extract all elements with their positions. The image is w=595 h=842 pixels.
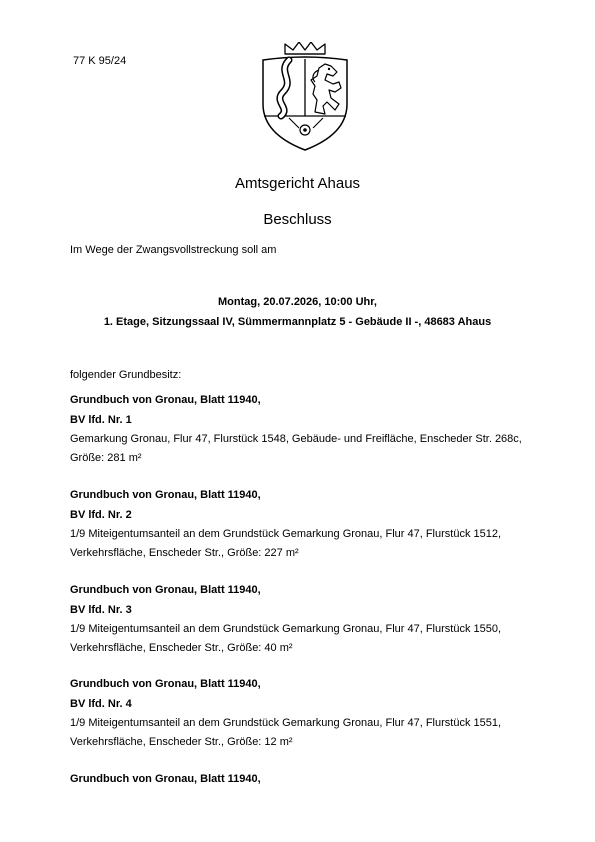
parcel-grundbuch: Grundbuch von Gronau, Blatt 11940, [70,773,261,785]
parcel-description: Gemarkung Gronau, Flur 47, Flurstück 1548, Gebäude- und Freifläche, Enscheder Str. 268c, Größe: 281 m² [70,433,522,464]
court-name: Amtsgericht Ahaus [234,175,361,192]
appointment-date: Montag, 20.07.2026, 10:00 Uhr, [218,296,377,308]
parcel-1 [70,390,530,468]
intro-text: Im Wege der Zwangsvollstreckung soll am [70,244,277,256]
document-title: Beschluss [263,211,332,228]
parcel-bv-number: BV lfd. Nr. 4 [70,698,132,710]
case-number: 77 K 95/24 [73,55,127,67]
parcel-grundbuch: Grundbuch von Gronau, Blatt 11940, [70,394,261,406]
parcel-grundbuch: Grundbuch von Gronau, Blatt 11940, [70,489,261,501]
property-intro: folgender Grundbesitz: [70,369,182,381]
parcel-3 [70,580,530,658]
parcel-4 [70,674,530,752]
coat-of-arms-emblem [255,42,355,152]
parcel-description: 1/9 Miteigentumsanteil an dem Grundstück Gemarkung Gronau, Flur 47, Flurstück 1551, Verkehrsfläche, Enscheder Str., Größe: 12 m² [70,717,502,748]
parcel-grundbuch: Grundbuch von Gronau, Blatt 11940, [70,678,261,690]
appointment-location: 1. Etage, Sitzungssaal IV, Sümmermannplatz 5 - Gebäude II -, 48683 Ahaus [103,316,492,328]
parcel-bv-number: BV lfd. Nr. 1 [70,414,132,426]
parcel-grundbuch: Grundbuch von Gronau, Blatt 11940, [70,584,261,596]
parcel-5 [70,769,530,789]
parcel-2 [70,485,530,563]
parcel-bv-number: BV lfd. Nr. 3 [70,604,132,616]
parcel-bv-number: BV lfd. Nr. 2 [70,509,132,521]
parcel-description: 1/9 Miteigentumsanteil an dem Grundstück Gemarkung Gronau, Flur 47, Flurstück 1550, Verkehrsfläche, Enscheder Str., Größe: 40 m² [70,623,502,654]
parcel-description: 1/9 Miteigentumsanteil an dem Grundstück Gemarkung Gronau, Flur 47, Flurstück 1512, Verkehrsfläche, Enscheder Str., Größe: 227 m² [70,528,502,559]
